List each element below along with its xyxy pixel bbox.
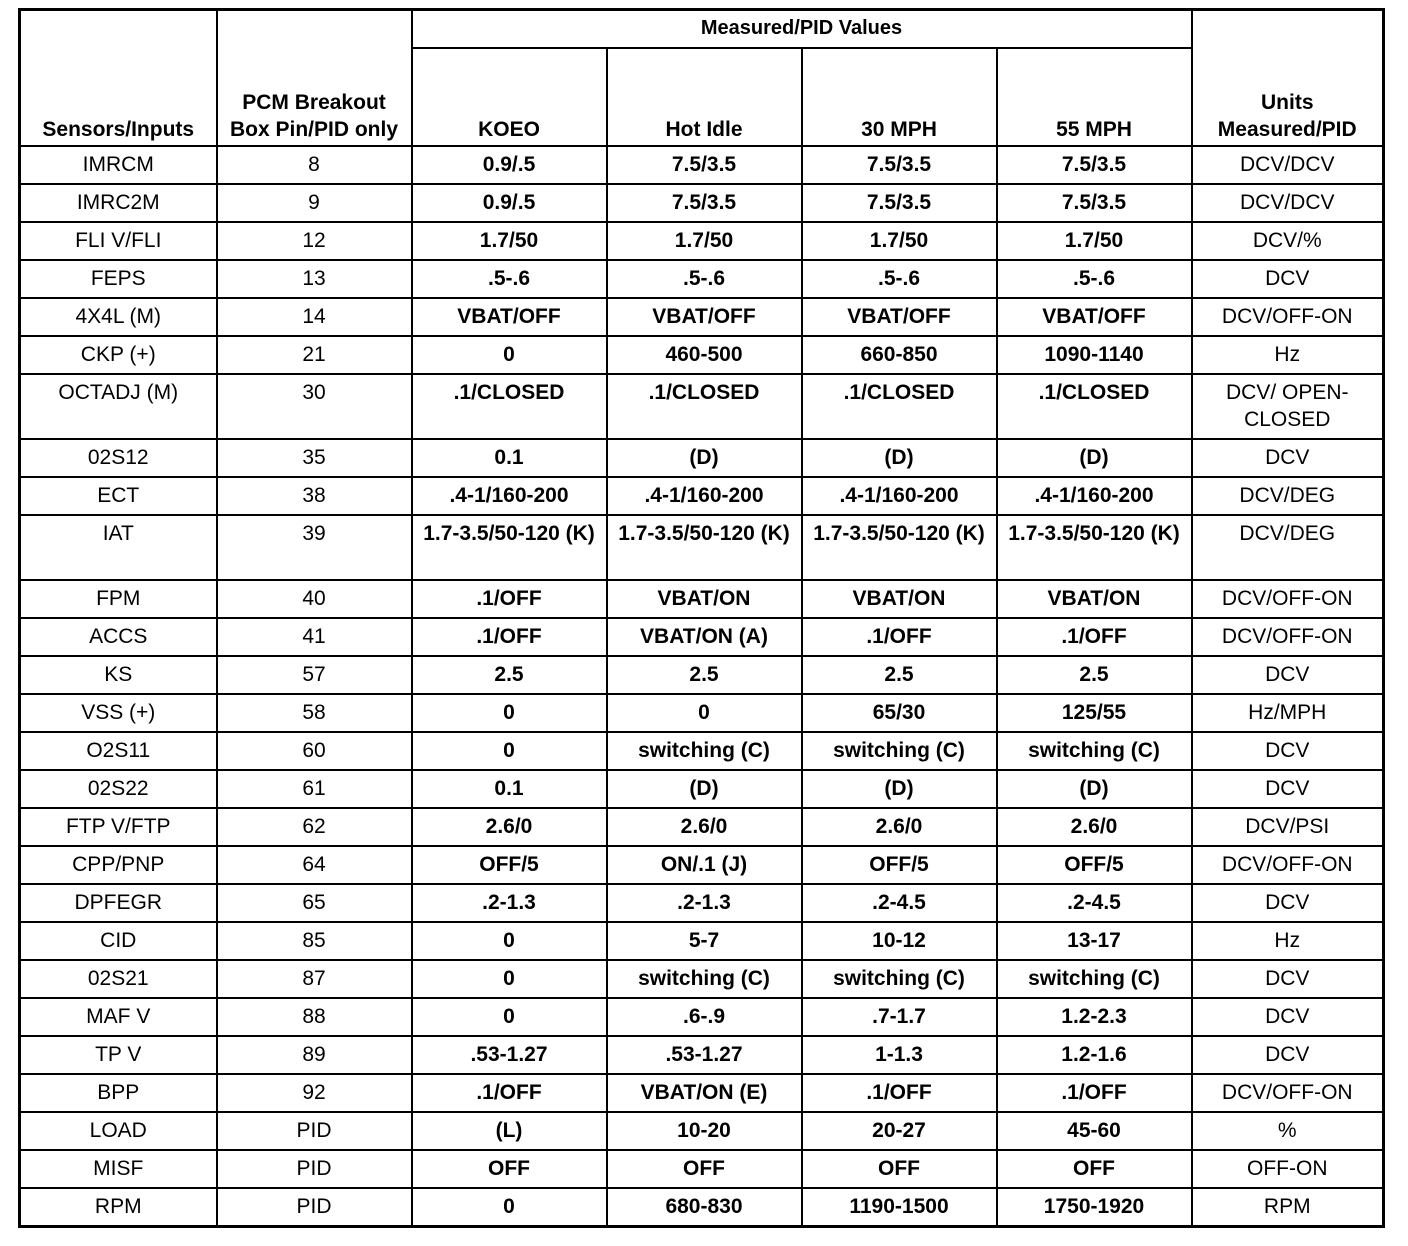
cell-55-mph: .5-.6 xyxy=(997,260,1192,298)
cell-koeo: 1.7-3.5/50-120 (K) xyxy=(412,515,607,580)
cell-hot-idle: 1.7/50 xyxy=(607,222,802,260)
cell-55-mph: 1.2-1.6 xyxy=(997,1036,1192,1074)
header-measured-pid-values: Measured/PID Values xyxy=(412,10,1192,48)
cell-hot-idle: 7.5/3.5 xyxy=(607,146,802,184)
cell-55-mph: switching (C) xyxy=(997,960,1192,998)
cell-units: RPM xyxy=(1192,1188,1384,1227)
table-row xyxy=(20,1150,1384,1188)
cell-sensor: TP V xyxy=(20,1036,217,1074)
pid-values-table xyxy=(18,8,1385,1228)
table-row xyxy=(20,656,1384,694)
table-row xyxy=(20,884,1384,922)
cell-sensor: BPP xyxy=(20,1074,217,1112)
cell-55-mph: 7.5/3.5 xyxy=(997,184,1192,222)
cell-sensor: 02S12 xyxy=(20,439,217,477)
cell-hot-idle: (D) xyxy=(607,770,802,808)
cell-sensor: VSS (+) xyxy=(20,694,217,732)
cell-units: Hz/MPH xyxy=(1192,694,1384,732)
cell-hot-idle: .2-1.3 xyxy=(607,884,802,922)
cell-pin: 40 xyxy=(217,580,412,618)
cell-30-mph: VBAT/OFF xyxy=(802,298,997,336)
cell-sensor: CPP/PNP xyxy=(20,846,217,884)
table-row xyxy=(20,439,1384,477)
cell-koeo: 0.9/.5 xyxy=(412,146,607,184)
cell-pin: 58 xyxy=(217,694,412,732)
cell-55-mph: 125/55 xyxy=(997,694,1192,732)
cell-pin: 9 xyxy=(217,184,412,222)
cell-units: DCV xyxy=(1192,884,1384,922)
table-row xyxy=(20,1036,1384,1074)
cell-koeo: .1/OFF xyxy=(412,580,607,618)
table-row xyxy=(20,960,1384,998)
cell-sensor: IMRCM xyxy=(20,146,217,184)
cell-sensor: MAF V xyxy=(20,998,217,1036)
cell-pin: 88 xyxy=(217,998,412,1036)
cell-sensor: CKP (+) xyxy=(20,336,217,374)
cell-hot-idle: 0 xyxy=(607,694,802,732)
cell-koeo: .5-.6 xyxy=(412,260,607,298)
cell-koeo: 2.6/0 xyxy=(412,808,607,846)
cell-pin: 85 xyxy=(217,922,412,960)
cell-units: DCV/DCV xyxy=(1192,184,1384,222)
cell-30-mph: switching (C) xyxy=(802,732,997,770)
cell-sensor: 02S21 xyxy=(20,960,217,998)
table-row xyxy=(20,146,1384,184)
table-row xyxy=(20,477,1384,515)
cell-koeo: .4-1/160-200 xyxy=(412,477,607,515)
cell-sensor: FLI V/FLI xyxy=(20,222,217,260)
cell-pin: 13 xyxy=(217,260,412,298)
cell-sensor: O2S11 xyxy=(20,732,217,770)
cell-hot-idle: VBAT/ON (E) xyxy=(607,1074,802,1112)
cell-units: DCV/PSI xyxy=(1192,808,1384,846)
cell-55-mph: VBAT/OFF xyxy=(997,298,1192,336)
table-row xyxy=(20,732,1384,770)
cell-units: DCV xyxy=(1192,770,1384,808)
cell-units: DCV xyxy=(1192,960,1384,998)
cell-units: DCV/DEG xyxy=(1192,515,1384,580)
cell-55-mph: 2.6/0 xyxy=(997,808,1192,846)
header-units-measured: Units Measured/PID xyxy=(1192,10,1384,147)
cell-30-mph: 2.5 xyxy=(802,656,997,694)
cell-hot-idle: .1/CLOSED xyxy=(607,374,802,439)
cell-units: DCV xyxy=(1192,732,1384,770)
header-hot-idle: Hot Idle xyxy=(607,48,802,146)
cell-30-mph: switching (C) xyxy=(802,960,997,998)
cell-pin: PID xyxy=(217,1188,412,1227)
table-body xyxy=(20,146,1384,1227)
table-row xyxy=(20,222,1384,260)
cell-units: DCV/OFF-ON xyxy=(1192,1074,1384,1112)
cell-30-mph: .4-1/160-200 xyxy=(802,477,997,515)
cell-pin: 41 xyxy=(217,618,412,656)
cell-55-mph: 7.5/3.5 xyxy=(997,146,1192,184)
cell-units: DCV xyxy=(1192,439,1384,477)
cell-55-mph: VBAT/ON xyxy=(997,580,1192,618)
cell-sensor: DPFEGR xyxy=(20,884,217,922)
table-row xyxy=(20,298,1384,336)
cell-pin: 64 xyxy=(217,846,412,884)
cell-30-mph: .1/CLOSED xyxy=(802,374,997,439)
cell-pin: 89 xyxy=(217,1036,412,1074)
cell-hot-idle: 10-20 xyxy=(607,1112,802,1150)
cell-pin: 61 xyxy=(217,770,412,808)
cell-units: DCV xyxy=(1192,656,1384,694)
cell-55-mph: 13-17 xyxy=(997,922,1192,960)
cell-55-mph: .4-1/160-200 xyxy=(997,477,1192,515)
cell-koeo: 2.5 xyxy=(412,656,607,694)
cell-pin: 35 xyxy=(217,439,412,477)
header-30-mph: 30 MPH xyxy=(802,48,997,146)
cell-pin: 60 xyxy=(217,732,412,770)
cell-55-mph: 1090-1140 xyxy=(997,336,1192,374)
cell-pin: 39 xyxy=(217,515,412,580)
table-row xyxy=(20,336,1384,374)
cell-55-mph: 1.7/50 xyxy=(997,222,1192,260)
cell-hot-idle: VBAT/ON xyxy=(607,580,802,618)
cell-units: DCV xyxy=(1192,260,1384,298)
table-row xyxy=(20,998,1384,1036)
cell-koeo: 0.1 xyxy=(412,439,607,477)
cell-sensor: FEPS xyxy=(20,260,217,298)
cell-30-mph: OFF xyxy=(802,1150,997,1188)
cell-55-mph: 45-60 xyxy=(997,1112,1192,1150)
table-row xyxy=(20,1188,1384,1227)
cell-30-mph: .2-4.5 xyxy=(802,884,997,922)
cell-units: DCV/% xyxy=(1192,222,1384,260)
cell-koeo: VBAT/OFF xyxy=(412,298,607,336)
cell-sensor: IAT xyxy=(20,515,217,580)
cell-30-mph: 1.7/50 xyxy=(802,222,997,260)
cell-pin: 21 xyxy=(217,336,412,374)
cell-55-mph: .1/OFF xyxy=(997,618,1192,656)
cell-30-mph: 20-27 xyxy=(802,1112,997,1150)
cell-units: DCV/OFF-ON xyxy=(1192,618,1384,656)
cell-pin: 92 xyxy=(217,1074,412,1112)
cell-koeo: 0 xyxy=(412,1188,607,1227)
cell-pin: PID xyxy=(217,1150,412,1188)
cell-pin: PID xyxy=(217,1112,412,1150)
cell-hot-idle: .4-1/160-200 xyxy=(607,477,802,515)
cell-koeo: OFF/5 xyxy=(412,846,607,884)
header-koeo: KOEO xyxy=(412,48,607,146)
cell-55-mph: OFF/5 xyxy=(997,846,1192,884)
cell-30-mph: .1/OFF xyxy=(802,1074,997,1112)
cell-pin: 62 xyxy=(217,808,412,846)
cell-koeo: 0 xyxy=(412,694,607,732)
table-row xyxy=(20,694,1384,732)
cell-koeo: 0 xyxy=(412,960,607,998)
cell-units: DCV xyxy=(1192,998,1384,1036)
header-pcm-breakout-pin: PCM Breakout Box Pin/PID only xyxy=(217,10,412,147)
cell-hot-idle: .53-1.27 xyxy=(607,1036,802,1074)
table-row xyxy=(20,1074,1384,1112)
cell-30-mph: 1190-1500 xyxy=(802,1188,997,1227)
cell-pin: 14 xyxy=(217,298,412,336)
cell-hot-idle: VBAT/OFF xyxy=(607,298,802,336)
cell-koeo: OFF xyxy=(412,1150,607,1188)
cell-koeo: .2-1.3 xyxy=(412,884,607,922)
cell-30-mph: 10-12 xyxy=(802,922,997,960)
table-row xyxy=(20,922,1384,960)
cell-30-mph: 1-1.3 xyxy=(802,1036,997,1074)
cell-hot-idle: 2.5 xyxy=(607,656,802,694)
cell-units: Hz xyxy=(1192,336,1384,374)
cell-sensor: RPM xyxy=(20,1188,217,1227)
cell-sensor: ACCS xyxy=(20,618,217,656)
cell-55-mph: 2.5 xyxy=(997,656,1192,694)
cell-hot-idle: switching (C) xyxy=(607,960,802,998)
cell-30-mph: .1/OFF xyxy=(802,618,997,656)
cell-55-mph: switching (C) xyxy=(997,732,1192,770)
cell-units: DCV/OFF-ON xyxy=(1192,298,1384,336)
cell-units: Hz xyxy=(1192,922,1384,960)
cell-30-mph: OFF/5 xyxy=(802,846,997,884)
cell-koeo: .1/OFF xyxy=(412,1074,607,1112)
cell-30-mph: (D) xyxy=(802,770,997,808)
cell-30-mph: .5-.6 xyxy=(802,260,997,298)
cell-koeo: .1/OFF xyxy=(412,618,607,656)
cell-hot-idle: (D) xyxy=(607,439,802,477)
cell-hot-idle: 2.6/0 xyxy=(607,808,802,846)
cell-30-mph: 7.5/3.5 xyxy=(802,146,997,184)
cell-pin: 38 xyxy=(217,477,412,515)
cell-hot-idle: 5-7 xyxy=(607,922,802,960)
cell-30-mph: 7.5/3.5 xyxy=(802,184,997,222)
cell-koeo: 0 xyxy=(412,336,607,374)
table-row xyxy=(20,1112,1384,1150)
cell-units: DCV xyxy=(1192,1036,1384,1074)
cell-sensor: CID xyxy=(20,922,217,960)
cell-pin: 30 xyxy=(217,374,412,439)
cell-hot-idle: 680-830 xyxy=(607,1188,802,1227)
cell-koeo: 0.9/.5 xyxy=(412,184,607,222)
table-header xyxy=(20,10,1384,147)
cell-units: OFF-ON xyxy=(1192,1150,1384,1188)
cell-sensor: 02S22 xyxy=(20,770,217,808)
cell-30-mph: 2.6/0 xyxy=(802,808,997,846)
cell-koeo: .53-1.27 xyxy=(412,1036,607,1074)
cell-sensor: IMRC2M xyxy=(20,184,217,222)
cell-30-mph: 65/30 xyxy=(802,694,997,732)
cell-55-mph: .1/OFF xyxy=(997,1074,1192,1112)
cell-koeo: (L) xyxy=(412,1112,607,1150)
table-row xyxy=(20,374,1384,439)
cell-units: % xyxy=(1192,1112,1384,1150)
table-row xyxy=(20,770,1384,808)
cell-55-mph: .1/CLOSED xyxy=(997,374,1192,439)
cell-55-mph: 1.7-3.5/50-120 (K) xyxy=(997,515,1192,580)
cell-hot-idle: switching (C) xyxy=(607,732,802,770)
cell-pin: 87 xyxy=(217,960,412,998)
cell-koeo: .1/CLOSED xyxy=(412,374,607,439)
header-sensors-inputs: Sensors/Inputs xyxy=(20,10,217,147)
cell-units: DCV/ OPEN-CLOSED xyxy=(1192,374,1384,439)
cell-30-mph: 1.7-3.5/50-120 (K) xyxy=(802,515,997,580)
cell-55-mph: (D) xyxy=(997,770,1192,808)
cell-sensor: KS xyxy=(20,656,217,694)
cell-sensor: 4X4L (M) xyxy=(20,298,217,336)
cell-pin: 65 xyxy=(217,884,412,922)
cell-hot-idle: 460-500 xyxy=(607,336,802,374)
cell-sensor: FPM xyxy=(20,580,217,618)
cell-units: DCV/OFF-ON xyxy=(1192,846,1384,884)
cell-sensor: ECT xyxy=(20,477,217,515)
cell-sensor: FTP V/FTP xyxy=(20,808,217,846)
cell-hot-idle: 7.5/3.5 xyxy=(607,184,802,222)
cell-30-mph: .7-1.7 xyxy=(802,998,997,1036)
table-row xyxy=(20,580,1384,618)
cell-sensor: LOAD xyxy=(20,1112,217,1150)
cell-units: DCV/DCV xyxy=(1192,146,1384,184)
table-row xyxy=(20,515,1384,580)
cell-koeo: 0 xyxy=(412,922,607,960)
table-row xyxy=(20,260,1384,298)
cell-30-mph: 660-850 xyxy=(802,336,997,374)
cell-hot-idle: .6-.9 xyxy=(607,998,802,1036)
table-row xyxy=(20,618,1384,656)
table-row xyxy=(20,808,1384,846)
cell-koeo: 0 xyxy=(412,732,607,770)
cell-55-mph: 1.2-2.3 xyxy=(997,998,1192,1036)
table-row xyxy=(20,846,1384,884)
cell-koeo: 0.1 xyxy=(412,770,607,808)
cell-30-mph: VBAT/ON xyxy=(802,580,997,618)
cell-hot-idle: ON/.1 (J) xyxy=(607,846,802,884)
cell-pin: 8 xyxy=(217,146,412,184)
cell-hot-idle: 1.7-3.5/50-120 (K) xyxy=(607,515,802,580)
cell-hot-idle: .5-.6 xyxy=(607,260,802,298)
cell-hot-idle: VBAT/ON (A) xyxy=(607,618,802,656)
header-55-mph: 55 MPH xyxy=(997,48,1192,146)
cell-30-mph: (D) xyxy=(802,439,997,477)
cell-55-mph: .2-4.5 xyxy=(997,884,1192,922)
cell-sensor: OCTADJ (M) xyxy=(20,374,217,439)
cell-koeo: 1.7/50 xyxy=(412,222,607,260)
cell-55-mph: (D) xyxy=(997,439,1192,477)
cell-units: DCV/OFF-ON xyxy=(1192,580,1384,618)
cell-pin: 12 xyxy=(217,222,412,260)
cell-hot-idle: OFF xyxy=(607,1150,802,1188)
table-row xyxy=(20,184,1384,222)
cell-sensor: MISF xyxy=(20,1150,217,1188)
cell-pin: 57 xyxy=(217,656,412,694)
cell-units: DCV/DEG xyxy=(1192,477,1384,515)
cell-55-mph: 1750-1920 xyxy=(997,1188,1192,1227)
cell-koeo: 0 xyxy=(412,998,607,1036)
cell-55-mph: OFF xyxy=(997,1150,1192,1188)
